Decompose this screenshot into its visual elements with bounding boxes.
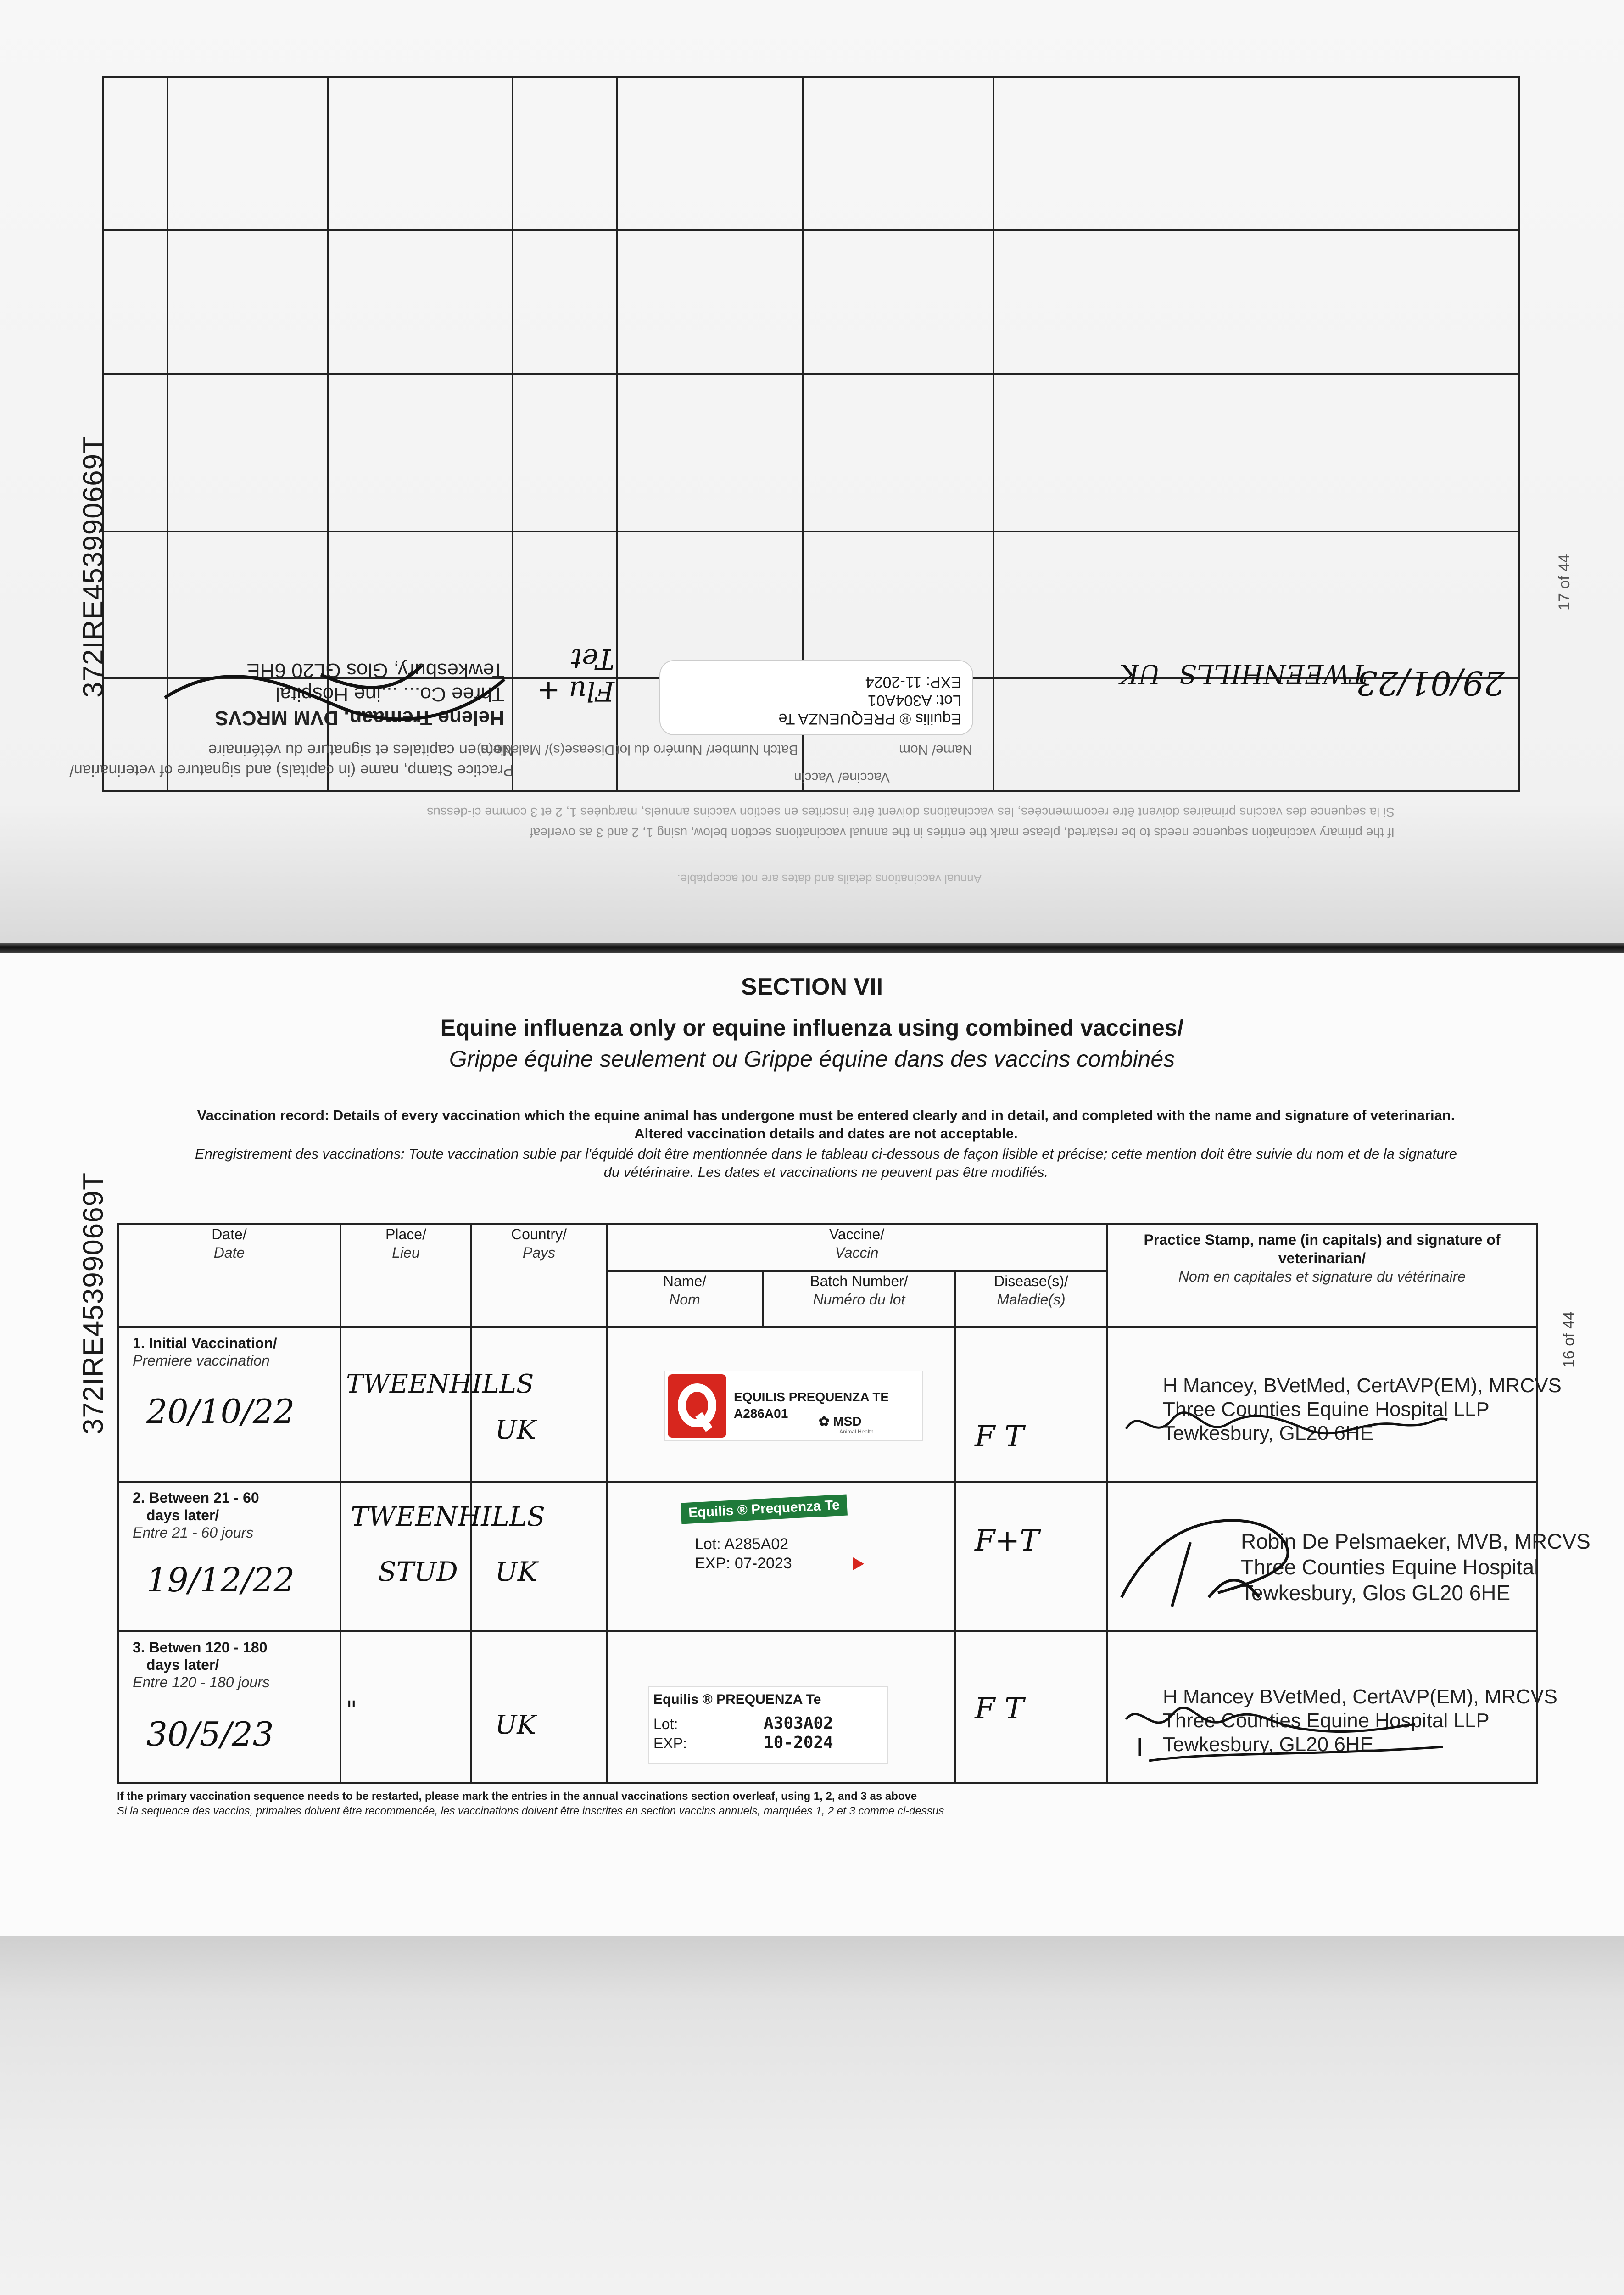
footnote-fr: Si la sequence des vaccins, primaires doivent être recommencée, les vaccinations doivent être inscrites en section vaccins annuels, marquées 1, 2 et 3 comme ci-dessus [117, 1805, 944, 1817]
row3-country-cell [471, 1631, 607, 1783]
q-logo-icon [668, 1374, 726, 1438]
top-ghost-text: Si la sequence des vaccins primaires doivent être recommencées, les vaccinations doivent être inscrites en section vaccins annuels, marquées 1, 2 et 3 comme ci-dessus [427, 805, 1395, 819]
top-header-stamp: Practice Stamp, name (in capitals) and signature of veterinarian/ Nom en capitales et signature du vétérinaire [69, 741, 513, 779]
vaccine-name: EQUILIS PREQUENZA TE [734, 1390, 889, 1405]
top-grid-line [1518, 76, 1520, 792]
section-subtitle-en: Equine influenza only or equine influenza using combined vaccines/ [440, 1015, 1184, 1041]
table-row [118, 1631, 1537, 1783]
row-label: 2. Between 21 - 60 days later/ Entre 21 - 60 jours [133, 1489, 259, 1541]
vaccination-place-line2: STUD [378, 1556, 458, 1587]
top-page [0, 0, 1624, 946]
table-row [118, 1327, 1537, 1481]
vaccination-date: 30/5/23 [146, 1714, 274, 1753]
vaccine-lot: A303A02 [764, 1713, 833, 1733]
row3-date-cell [118, 1631, 340, 1783]
vet-signature [1122, 1701, 1452, 1770]
row2-disease-cell [955, 1482, 1107, 1631]
passport-id-bottom: 372IRE453990669T [78, 1172, 109, 1434]
vaccination-place: TWEENHILLS [346, 1369, 534, 1399]
vaccine-exp: EXP: 07-2023 [695, 1554, 792, 1572]
vaccination-date: 19/12/22 [146, 1560, 295, 1599]
top-header-batch: Batch Number/ Numéro du lot [616, 742, 798, 757]
record-instructions-en: Vaccination record: Details of every vaccination which the equine animal has undergone must be entered clearly and in detail, and completed with the name and signature of veterinarian. Altered vaccination details and dates are not acceptable. [197, 1107, 1455, 1142]
row2-date-cell [118, 1482, 340, 1631]
top-vaccine-label: Equilis ® PREQUENZA Te Lot: A304A01 EXP: 11-2024 [660, 661, 972, 734]
row1-country-cell [471, 1327, 607, 1481]
section-title: SECTION VII [741, 974, 883, 1000]
row2-stamp-cell [1107, 1482, 1591, 1631]
top-grid-line [993, 76, 994, 792]
top-header-name: Name/ Nom [899, 742, 972, 757]
top-grid-line [102, 373, 1520, 375]
vaccination-country: UK [495, 1415, 536, 1445]
red-mark-icon [853, 1557, 864, 1570]
top-signature [137, 643, 513, 748]
vaccination-disease: F T [975, 1691, 1024, 1726]
page-fold [0, 943, 1624, 953]
vaccine-sticker [649, 1687, 887, 1763]
top-grid-line [102, 790, 1520, 792]
row1-stamp-cell [1107, 1327, 1562, 1481]
row2-country-cell [471, 1482, 607, 1631]
vaccination-disease: F+T [975, 1523, 1039, 1558]
row1-date-cell [118, 1327, 340, 1481]
passport-id-top: 372IRE453990669T [78, 435, 109, 698]
vaccination-date: 20/10/22 [146, 1392, 295, 1431]
vaccine-sticker [681, 1499, 874, 1586]
footnote-en: If the primary vaccination sequence needs to be restarted, please mark the entries in the annual vaccinations section overleaf, using 1, 2, and 3 as above [117, 1790, 917, 1802]
vet-stamp: H Mancey BVetMed, CertAVP(EM), MRCVS Three Counties Equine Hospital LLP Tewkesbury, GL20 6HE [1163, 1685, 1557, 1756]
header-stamp: Practice Stamp, name (in capitals) and signature of veterinarian/ Nom en capitales et signature du vétérinaire [1107, 1224, 1537, 1327]
page-number-top: 17 of 44 [1556, 554, 1573, 610]
section-subtitle-fr: Grippe équine seulement ou Grippe équine dans des vaccins combinés [449, 1046, 1175, 1072]
vaccination-country: UK [495, 1710, 536, 1740]
header-vaccine: Vaccine/ Vaccin [607, 1224, 1107, 1271]
top-page-rotated-content [0, 0, 1624, 946]
top-grid-line [616, 76, 618, 792]
row-label: 1. Initial Vaccination/ Premiere vaccination [133, 1335, 277, 1369]
vaccination-disease: F T [975, 1420, 1024, 1454]
vaccine-lot-label: Lot: [653, 1715, 678, 1732]
vaccination-place: TWEENHILLS [351, 1500, 545, 1532]
row3-vaccine-cell [607, 1631, 955, 1783]
top-header-disease: Disease(s)/ Maladie(s) [476, 742, 614, 757]
row2-vaccine-cell [607, 1482, 955, 1631]
vaccine-batch: A286A01 [734, 1406, 788, 1421]
vaccine-name: Equilis ® Prequenza Te [681, 1494, 848, 1524]
top-disease: Flu + Tet [537, 643, 614, 707]
top-ghost-text: If the primary vaccination sequence needs to be restarted, please mark the entries in the annual vaccinations section below, using 1, 2 and 3 as overleaf [530, 826, 1395, 840]
top-stamp: Helene Tremaan, DVM MRCVS Three Co... ...ine Hospital Tewkesbury, Glos GL20 6HE [215, 659, 504, 729]
top-country: UK [1119, 659, 1161, 688]
vet-signature [1122, 1397, 1452, 1452]
row1-vaccine-cell [607, 1327, 955, 1481]
vaccination-country: UK [495, 1556, 538, 1587]
top-grid-line [102, 230, 1520, 231]
row1-disease-cell [955, 1327, 1107, 1481]
vet-signature [1112, 1506, 1305, 1616]
top-grid-bottom-line [102, 76, 1520, 78]
msd-sub: Animal Health [839, 1428, 874, 1435]
row3-disease-cell [955, 1631, 1107, 1783]
top-place: TWEENHILLS [1179, 659, 1367, 688]
vaccine-exp-label: EXP: [653, 1735, 687, 1752]
top-grid-line [102, 531, 1520, 532]
vaccine-name: Equilis ® PREQUENZA Te [653, 1691, 821, 1707]
vet-stamp: H Mancey, BVetMed, CertAVP(EM), MRCVS Three Counties Equine Hospital LLP Tewkesbury, GL20 6HE [1163, 1374, 1562, 1445]
header-name: Name/ Nom [607, 1271, 763, 1327]
vet-stamp: Robin De Pelsmaeker, MVB, MRCVS Three Counties Equine Hospital Tewkesbury, Glos GL20 6HE [1241, 1529, 1591, 1605]
header-place: Place/ Lieu [340, 1224, 471, 1327]
table-row [118, 1482, 1537, 1631]
msd-logo: ✿ MSD [819, 1414, 862, 1429]
header-date: Date/ Date [118, 1224, 340, 1327]
top-ghost-text: Annual vaccinations details and dates are not acceptable. [677, 872, 982, 886]
row3-stamp-cell [1107, 1631, 1557, 1783]
row3-place-cell [340, 1631, 471, 1783]
page-number-bottom: 16 of 44 [1560, 1311, 1578, 1368]
header-disease: Disease(s)/ Maladie(s) [955, 1271, 1107, 1327]
vaccination-place: " [346, 1696, 357, 1724]
top-header-vaccine: Vaccine/ Vaccin [794, 770, 890, 785]
scan-shadow [0, 1936, 1624, 2295]
header-batch: Batch Number/ Numéro du lot [763, 1271, 955, 1327]
vaccine-exp: 10-2024 [764, 1733, 833, 1752]
top-date: 29/01/23 [1356, 664, 1505, 702]
row-label: 3. Betwen 120 - 180 days later/ Entre 120 - 180 jours [133, 1639, 270, 1690]
header-country: Country/ Pays [471, 1224, 607, 1327]
vaccine-lot: Lot: A285A02 [695, 1535, 789, 1553]
vaccine-sticker [665, 1371, 922, 1440]
record-instructions-fr: Enregistrement des vaccinations: Toute vaccination subie par l'équidé doit être mentionnée dans le tableau ci-dessous de façon lisible et précise; cette mention doit être suivie du nom et de la signature du vétérinaire. Les dates et vaccinations ne peuvent pas être modifiés. [195, 1146, 1457, 1180]
